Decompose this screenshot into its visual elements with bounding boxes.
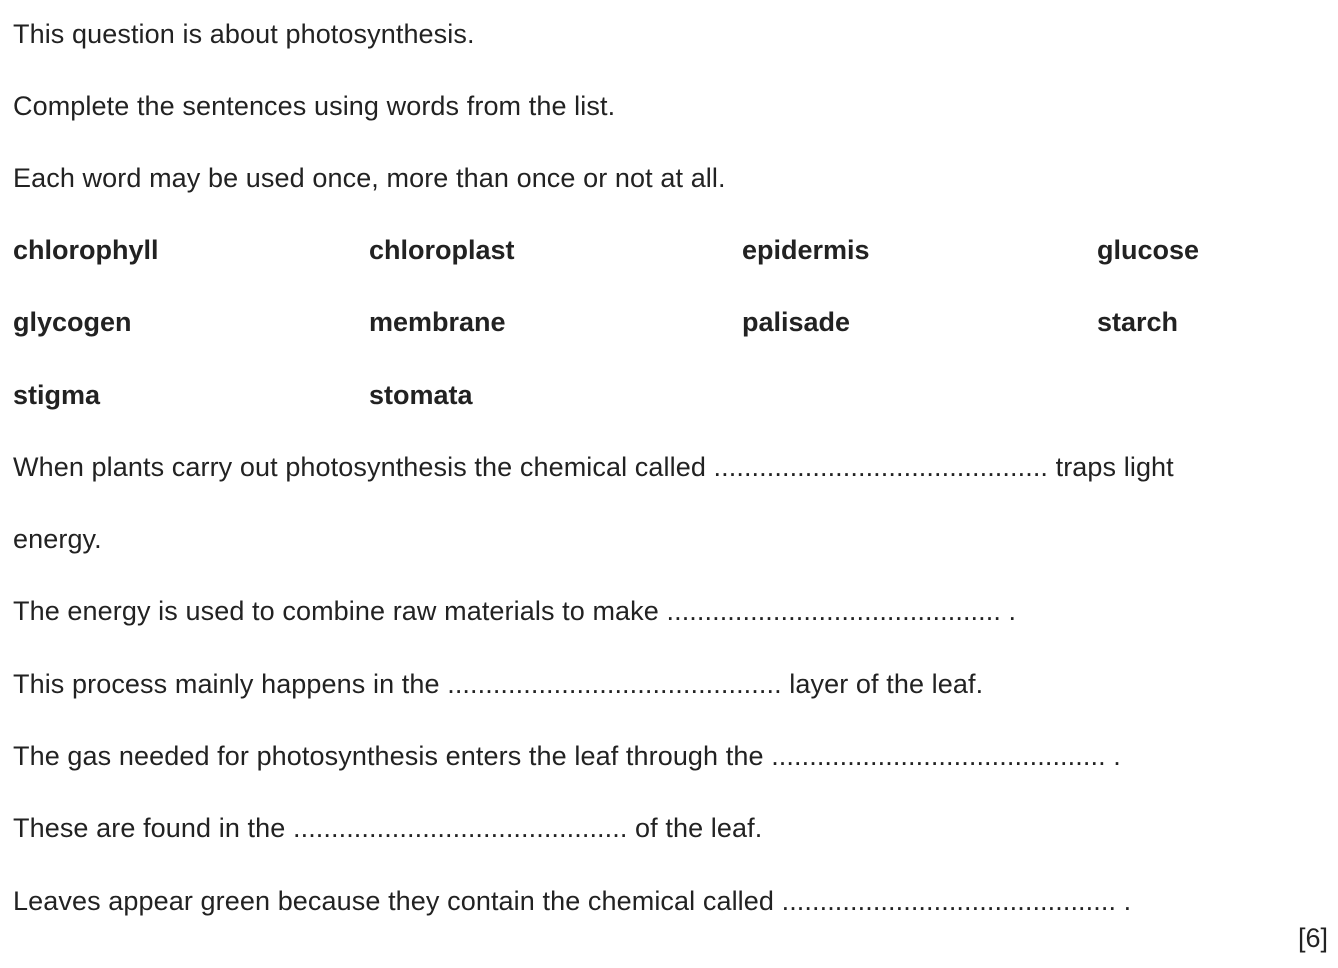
word-list-item: palisade xyxy=(742,307,851,337)
sentence-4: The gas needed for photosynthesis enters the leaf through the ............................................ . xyxy=(13,741,1121,771)
sentence-1: When plants carry out photosynthesis the chemical called ............................................ traps light xyxy=(13,452,1174,482)
word-list-item: epidermis xyxy=(742,235,870,265)
word-list-item: stigma xyxy=(13,380,101,410)
sentence-1-continuation: energy. xyxy=(13,524,102,554)
marks-label: [6] xyxy=(1297,923,1328,953)
word-list-item: glycogen xyxy=(13,307,132,337)
word-list-item: stomata xyxy=(369,380,473,410)
word-list-item: glucose xyxy=(1097,235,1200,265)
sentence-6: Leaves appear green because they contain the chemical called ............................................ . xyxy=(13,886,1132,916)
sentence-3: This process mainly happens in the ............................................ layer of the leaf. xyxy=(13,669,984,699)
intro-line-2: Complete the sentences using words from the list. xyxy=(13,91,616,121)
word-list-item: membrane xyxy=(369,307,506,337)
sentence-2: The energy is used to combine raw materials to make ............................................ . xyxy=(13,596,1017,626)
sentence-5: These are found in the ............................................ of the leaf. xyxy=(13,813,763,843)
word-list-item: chloroplast xyxy=(369,235,515,265)
intro-line-1: This question is about photosynthesis. xyxy=(13,19,475,49)
intro-line-3: Each word may be used once, more than once or not at all. xyxy=(13,163,726,193)
word-list-item: starch xyxy=(1097,307,1179,337)
word-list-item: chlorophyll xyxy=(13,235,159,265)
